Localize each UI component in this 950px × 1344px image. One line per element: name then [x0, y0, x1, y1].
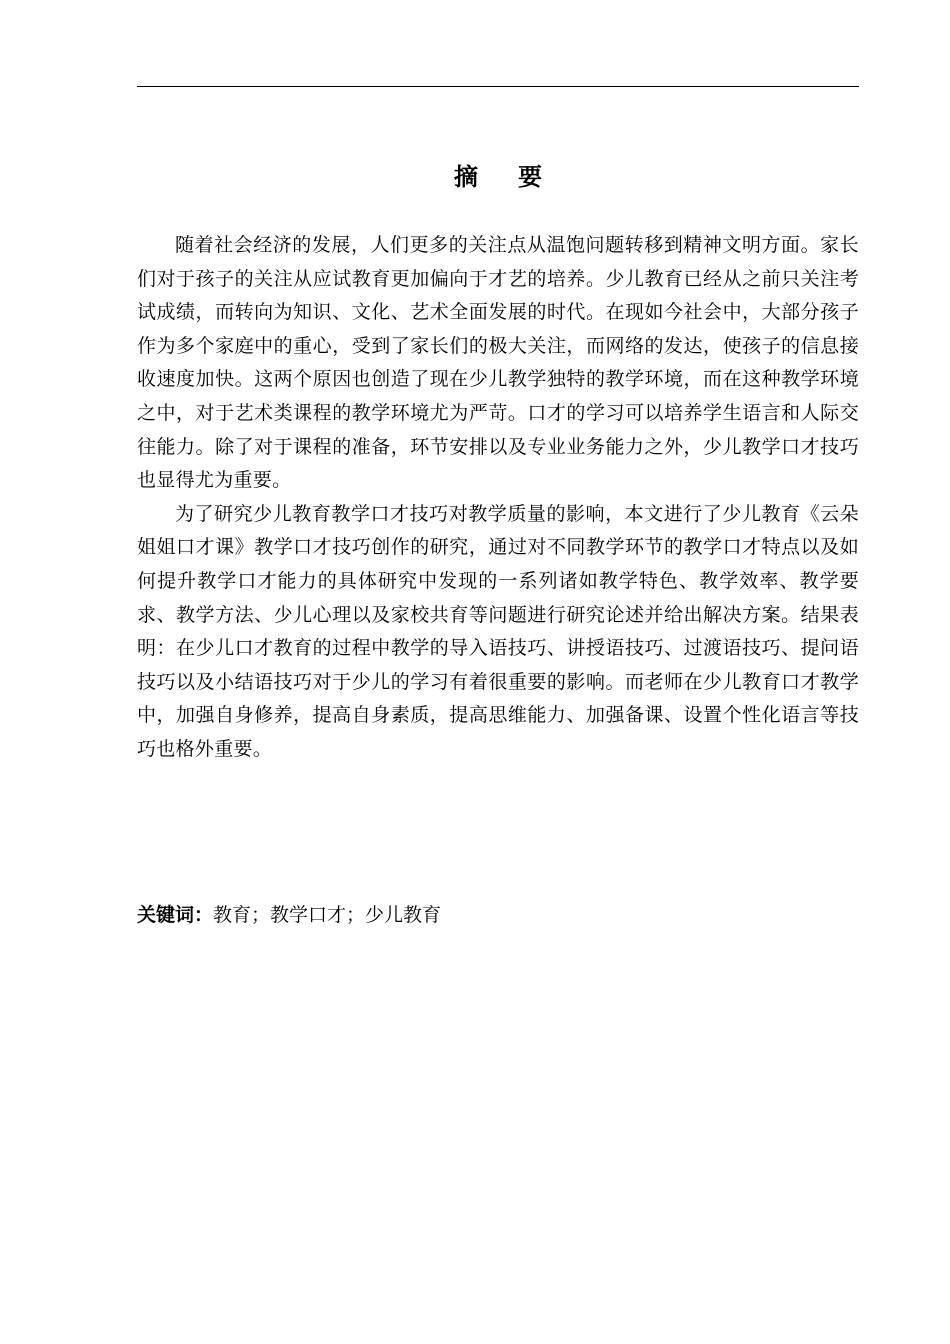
abstract-paragraph-1: 随着社会经济的发展，人们更多的关注点从温饱问题转移到精神文明方面。家长们对于孩子的关注从应试教育更加偏向于才艺的培养。少儿教育已经从之前只关注考试成绩，而转向为知识、文化、艺术全面发展的时代。在现如今社会中，大部分孩子作为多个家庭中的重心，受到了家长们的极大关注，而网络的发达，使孩子的信息接收速度加快。这两个原因也创造了现在少儿教学独特的教学环境，而在这种教学环境之中，对于艺术类课程的教学环境尤为严苛。口才的学习可以培养学生语言和人际交往能力。除了对于课程的准备，环节安排以及专业业务能力之外，少儿教学口才技巧也显得尤为重要。 [137, 234, 859, 492]
header-rule [137, 86, 859, 87]
abstract-title [137, 160, 859, 194]
abstract-body [137, 229, 859, 767]
keywords-line [137, 899, 859, 932]
abstract-title-char-2: 要 [518, 163, 542, 191]
abstract-title-char-1: 摘 [454, 163, 478, 191]
abstract-paragraph-2: 为了研究少儿教育教学口才技巧对教学质量的影响，本文进行了少儿教育《云朵姐姐口才课》教学口才技巧创作的研究，通过对不同教学环节的教学口才特点以及如何提升教学口才能力的具体研究中发现的一系列诸如教学特色、教学效率、教学要求、教学方法、少儿心理以及家校共育等问题进行研究论述并给出解决方案。结果表明：在少儿口才教育的过程中教学的导入语技巧、讲授语技巧、过渡语技巧、提问语技巧以及小结语技巧对于少儿的学习有着很重要的影响。而老师在少儿教育口才教学中，加强自身修养，提高自身素质，提高思维能力、加强备课、设置个性化语言等技巧也格外重要。 [137, 502, 859, 760]
keywords-label: 关键词： [137, 904, 214, 926]
keywords-value: 教育；教学口才；少儿教育 [213, 904, 442, 926]
